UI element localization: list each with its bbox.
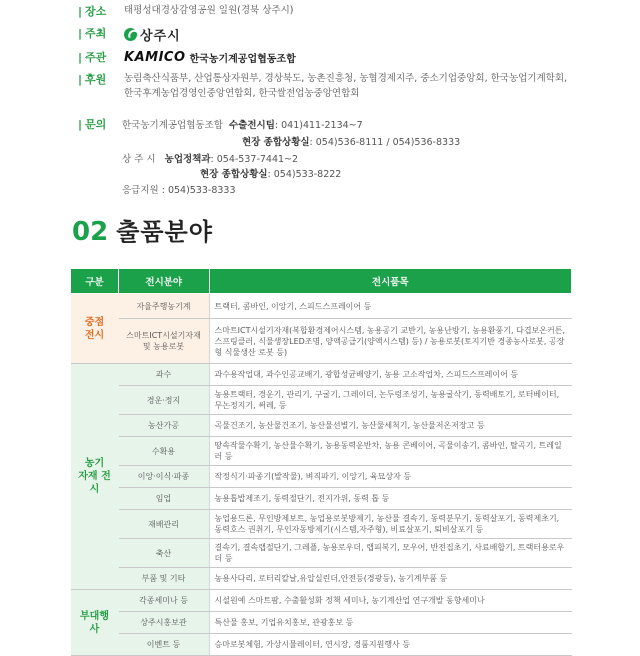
section-title: 출품분야 (116, 218, 213, 246)
organizer-row (78, 49, 296, 65)
sub-field: 상주시홍보관 (119, 612, 210, 634)
sangju-logo: 상주시 (124, 25, 181, 44)
sub-field: 축산 (119, 539, 210, 568)
items-cell: 농용사다리, 로터리칼날,유압실린더,안전등(경광등), 농기계부품 등 (209, 568, 572, 590)
venue-row (78, 3, 293, 19)
category-agri: 농기 자재 전시 (71, 364, 119, 590)
items-cell: 농용트랙터, 경운기, 관리기, 구굴기, 그레이더, 논두렁조성기, 농용굴삭기, 동력배토기, 로터베이터, 무논정지기, 써레, 등 (209, 386, 572, 415)
table-row (71, 488, 572, 510)
table-header-row (71, 269, 572, 294)
section-heading (72, 212, 213, 247)
items-cell: 스마트ICT시설기자재(복합환경제어시스템, 농용공기 교반기, 농용난방기, 농용환풍기, 다겹보온커튼, 스프링클러, 식물생장LED조명, 양액공급기(양액시스템) 등) / 농용로봇(토지기반 경종농사로봇, 공장형 식물생산 로봇 등) (209, 319, 572, 364)
contact-line-5: 응급지원 : 054)533-8333 (122, 185, 236, 196)
table-row (71, 634, 572, 656)
sub-field: 경운·정지 (119, 386, 210, 415)
table-row (71, 510, 572, 539)
sub-field: 이벤트 등 (119, 634, 210, 656)
sub-field: 수확용 (119, 437, 210, 466)
sangju-mark-icon (124, 28, 137, 41)
items-cell: 곡물건조기, 농산물건조기, 농산물선별기, 농산물세척기, 농산물저온저장고 등 (209, 415, 572, 437)
items-cell: 농업용드론, 무인방제보트, 농업용로봇방제기, 농산물 결속기, 동력분무기, 동력살포기, 동력제초기, 동력호스 권취기, 무인자동방제기(시스템,자주형), 비료살포기, 퇴비살포기 등 (209, 510, 572, 539)
venue-label: | 장소 (78, 5, 107, 18)
items-cell: 과수용작업대, 과수인공교배기, 광합성균배양기, 농용 고소작업차, 스피드스프레이어 등 (209, 364, 572, 386)
category-smart: 중점 전시 (71, 294, 119, 364)
table-row (71, 294, 572, 319)
sub-field: 이앙·이식·파종 (119, 466, 210, 488)
table-row (71, 539, 572, 568)
sub-field: 부품 및 기타 (119, 568, 210, 590)
host-row (78, 25, 181, 44)
sub-field: 재배관리 (119, 510, 210, 539)
section-number: 02 (72, 217, 109, 247)
items-cell: 특산물 홍보, 기업유치홍보, 관광홍보 등 (209, 612, 572, 634)
items-cell: 트랙터, 콤바인, 이앙기, 스피드스프레이어 등 (209, 294, 572, 319)
kamico-logo: KAMICO 한국농기계공업협동조합 (124, 49, 296, 65)
sponsor-row (78, 71, 614, 101)
sponsor-label: | 후원 (78, 73, 107, 86)
items-cell: 승마로봇체험, 가상시뮬레이터, 연시장, 경품지원행사 등 (209, 634, 572, 656)
sub-field: 각종세미나 등 (119, 590, 210, 612)
header-category: 구분 (71, 269, 119, 294)
items-cell: 땅속작물수확기, 농산물수확기, 농용동력운반차, 농용 콘베이어, 곡물이송기, 콤바인, 탈곡기, 트레일러 등 (209, 437, 572, 466)
header-items: 전시품목 (209, 269, 572, 294)
inquiry-label: | 문의 (78, 118, 107, 131)
contact-line-1: 한국농기계공업협동조합 수출전시팀: 041)411-2134~7 (122, 120, 363, 131)
items-cell: 결속기, 결속랩절단기, 그레플, 농용로우더, 랩피복기, 모우어, 반전집초기, 사료배합기, 트랙터용로우더 등 (209, 539, 572, 568)
table-row (71, 386, 572, 415)
table-row (71, 437, 572, 466)
venue-value: 태평성대경상감영공원 일원(경북 상주시) (124, 5, 294, 16)
category-side-events: 부대행사 (71, 590, 119, 656)
items-cell: 작정식기·파종기(발작물), 벼직파기, 이앙기, 육묘상자 등 (209, 466, 572, 488)
table-row (71, 319, 572, 364)
table-row (71, 364, 572, 386)
organizer-label: | 주관 (78, 51, 107, 64)
table-row (71, 466, 572, 488)
host-label: | 주최 (78, 27, 107, 40)
inquiry-row (78, 116, 124, 132)
sub-field: 농산가공 (119, 415, 210, 437)
sub-field: 임업 (119, 488, 210, 510)
exhibit-table (70, 268, 572, 656)
contact-line-3: 상 주 시 농업정책과: 054-537-7441~2 (122, 154, 299, 165)
sub-field: 스마트ICT시설기자재 및 농용로봇 (119, 319, 210, 364)
items-cell: 농용톱밥제조기, 동력절단기, 전지가위, 동력 톱 등 (209, 488, 572, 510)
sponsor-list: 농림축산식품부, 산업통상자원부, 경상북도, 농촌진흥청, 농협경제지주, 중소기업중앙회, 한국농업기계학회, 한국후계농업경영인중앙연합회, 한국쌀전업농중앙연합회 (124, 73, 568, 99)
header-field: 전시분야 (119, 269, 210, 294)
contact-line-4: 현장 종합상황실: 054)533-8222 (200, 169, 342, 180)
table-row (71, 612, 572, 634)
sub-field: 과수 (119, 364, 210, 386)
table-row (71, 590, 572, 612)
table-row (71, 568, 572, 590)
contact-line-2: 현장 종합상황실: 054)536-8111 / 054)536-8333 (242, 137, 461, 148)
items-cell: 시설원예 스마트팜, 수출활성화 정책 세미나, 농기계산업 연구개발 동향세미나 (209, 590, 572, 612)
sub-field: 자율주행농기계 (119, 294, 210, 319)
table-row (71, 415, 572, 437)
